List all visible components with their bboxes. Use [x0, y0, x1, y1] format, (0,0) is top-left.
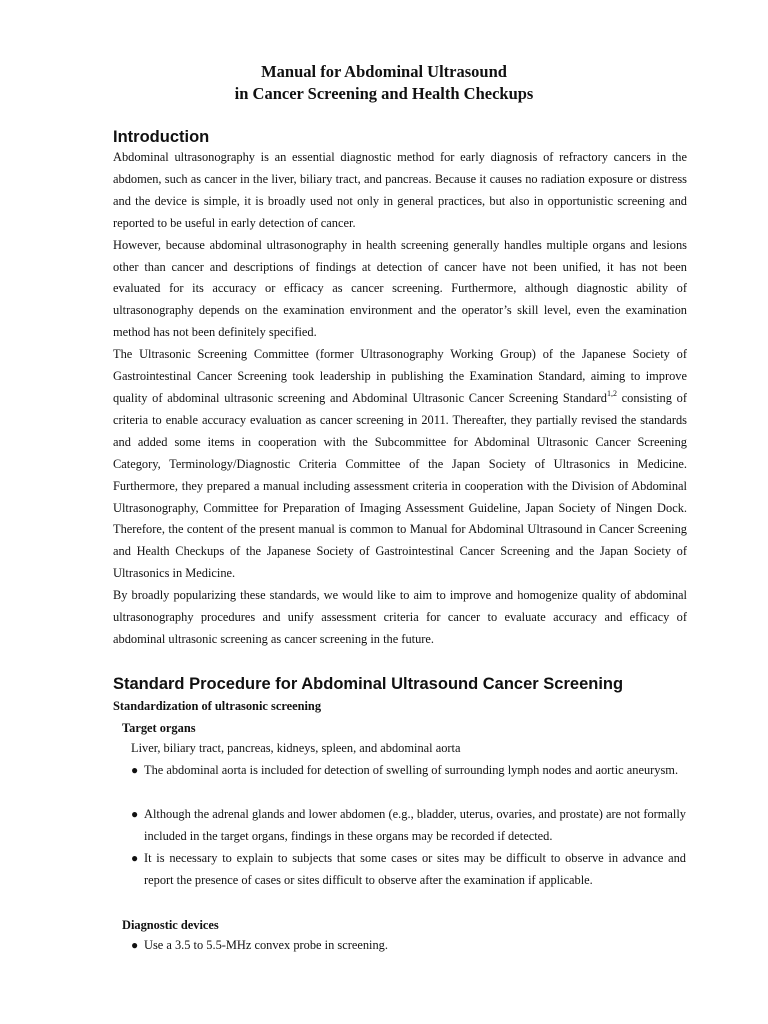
introduction-heading: Introduction [113, 128, 210, 146]
target-bullet-2 [131, 804, 686, 848]
target-bullet-3 [131, 848, 686, 892]
intro-p3-text-b: consisting of criteria to enable accuracy evaluation as cancer screening in 2011. Thereafter, they partially revised the standards and added some items in cooperation with the Subcommittee for Abdominal Ultrasonic Cancer Screening Category, Terminology/Diagnostic Criteria Committee of the Japan Society of Ultrasonics in Medicine. Furthermore, they prepared a manual including assessment criteria in cooperation with the Division of Abdominal Ultrasonography, Committee for Preparation of Imaging Assessment Guideline, Japan Society of Ningen Dock. Therefore, the content of the present manual is common to Manual for Abdominal Ultrasound in Cancer Screening and Health Checkups of the Japanese Society of Gastrointestinal Cancer Screening and the Japan Society of Ultrasonics in Medicine. [113, 390, 687, 581]
bullet-text: Although the adrenal glands and lower abdomen (e.g., bladder, uterus, ovaries, and prostate) are not formally included in the target organs, findings in these organs may be recorded if detected. [144, 807, 686, 843]
citation-superscript: 1,2 [606, 388, 617, 398]
intro-paragraph-4: By broadly popularizing these standards, we would like to aim to improve and homogenize quality of abdominal ultrasonography procedures and unify assessment criteria for cancer to evaluate accuracy and efficacy of abdominal ultrasonic screening as cancer screening in the future. [113, 588, 687, 646]
title-line-1: Manual for Abdominal Ultrasound [261, 62, 507, 81]
diagnostic-devices-heading: Diagnostic devices [122, 918, 219, 932]
bullet-text: Use a 3.5 to 5.5-MHz convex probe in screening. [144, 938, 388, 952]
target-bullet-1 [131, 760, 686, 782]
intro-paragraph-1: Abdominal ultrasonography is an essential diagnostic method for early diagnosis of refractory cancers in the abdomen, such as cancer in the liver, biliary tract, and pancreas. Because it causes no radiation exposure or distress and the device is simple, it is broadly used not only in general practices, but also in opportunistic screening and reported to be useful in early detection of cancer. [113, 150, 687, 230]
title-line-2: in Cancer Screening and Health Checkups [234, 84, 534, 103]
bullet-text: It is necessary to explain to subjects that some cases or sites may be difficult to observe in advance and report the presence of cases or sites difficult to observe after the examination if applicable. [144, 851, 686, 887]
intro-p3-text-a: The Ultrasonic Screening Committee (former Ultrasonography Working Group) of the Japanese Society of Gastrointestinal Cancer Screening took leadership in publishing the Examination Standard, aiming to improve quality of abdominal ultrasonic screening and Abdominal Ultrasonic Cancer Screening Standard [113, 347, 687, 405]
intro-paragraph-3 [113, 344, 687, 585]
target-organs-heading: Target organs [122, 721, 196, 735]
devices-bullet-1 [131, 935, 686, 957]
document-title [0, 61, 768, 105]
bullet-text: The abdominal aorta is included for detection of swelling of surrounding lymph nodes and aortic aneurysm. [144, 763, 679, 777]
bullet-dot-icon: ● [131, 763, 139, 777]
bullet-dot-icon: ● [131, 807, 139, 821]
standardization-subheading: Standardization of ultrasonic screening [113, 699, 322, 713]
bullet-dot-icon: ● [131, 938, 139, 952]
standard-procedure-heading: Standard Procedure for Abdominal Ultrasound Cancer Screening [113, 675, 624, 693]
bullet-dot-icon: ● [131, 851, 139, 865]
introduction-body [113, 147, 687, 651]
target-organs-text: Liver, biliary tract, pancreas, kidneys, spleen, and abdominal aorta [131, 741, 461, 755]
intro-paragraph-2: However, because abdominal ultrasonography in health screening generally handles multiple organs and lesions other than cancer and descriptions of findings at detection of cancer have not been unified, it has not been evaluated for its accuracy or efficacy as cancer screening. Furthermore, although diagnostic ability of ultrasonography depends on the examination environment and the operator’s skill level, even the examination method has not been definitely specified. [113, 237, 687, 340]
